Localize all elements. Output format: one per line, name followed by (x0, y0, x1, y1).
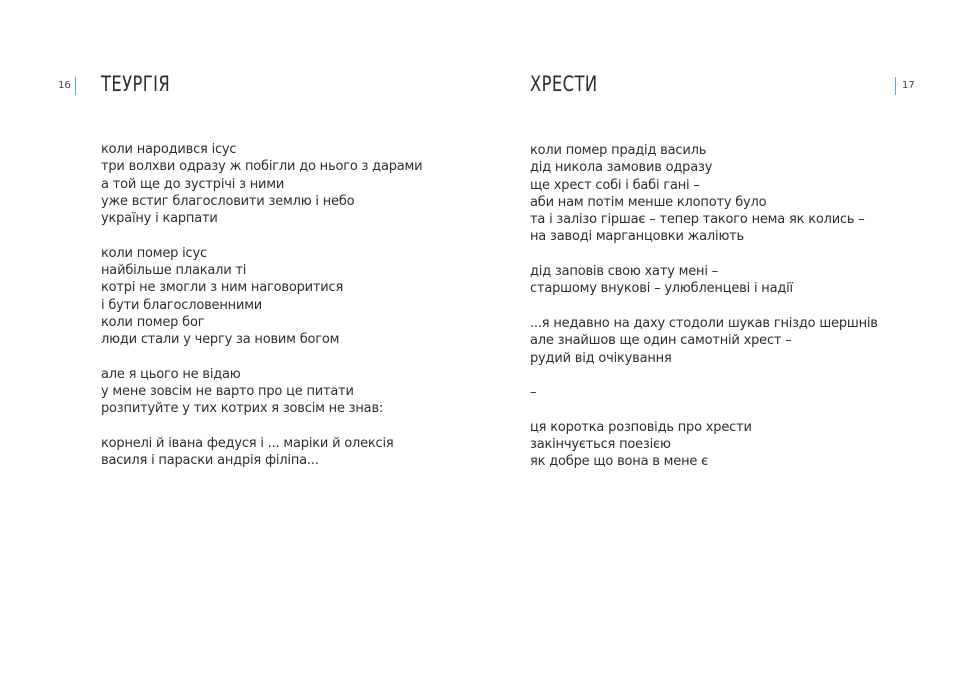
poem-line: дід заповів свою хату мені – (530, 264, 718, 280)
poem-line: аби нам потім менше клопоту було (530, 194, 767, 210)
poem-line: коли помер прадід василь (530, 143, 707, 158)
poem-line: дід никола замовив одразу (530, 160, 713, 176)
poem-title-right: ХРЕСТИ (530, 72, 598, 96)
poem-line: найбільше плакали ті (101, 263, 247, 279)
stanza (530, 263, 878, 298)
poem-line: три волхви одразу ж побігли до нього з дарами (101, 159, 423, 175)
stanza (101, 435, 422, 470)
stanza (101, 245, 422, 349)
poem-line: а той ще до зустрічі з ними (101, 176, 285, 192)
poem-line: розпитуйте у тих котрих я зовсім не знав: (101, 401, 384, 417)
poem-line: ...я недавно на даху стодоли шукав гніздо шершнів (530, 315, 878, 331)
stanza (101, 141, 422, 227)
poem-line: коли помер бог (101, 314, 205, 330)
poem-line: старшому внукові – улюбленцеві і надії (530, 281, 793, 297)
poem-line: люди стали у чергу за новим богом (101, 332, 340, 348)
stanza (530, 419, 878, 471)
poem-body-left (101, 141, 422, 470)
poem-line: але я цього не відаю (101, 366, 241, 382)
left-page (0, 0, 484, 681)
poem-line: у мене зовсім не варто про це питати (101, 384, 354, 400)
poem-line: та і залізо гіршає – тепер такого нема як колись – (530, 212, 865, 228)
poem-body-right (530, 142, 878, 471)
poem-line: рудий від очікування (530, 350, 672, 366)
poem-line: ця коротка розповідь про хрести (530, 419, 752, 435)
poem-line: як добре що вона в мене є (530, 454, 709, 470)
right-page (484, 0, 968, 681)
stanza (530, 142, 878, 246)
page-number-right: 17 (902, 80, 915, 91)
page-number-divider-right (895, 77, 896, 95)
stanza (101, 366, 422, 418)
poem-line: коли помер ісус (101, 245, 207, 261)
poem-line: ще хрест собі і бабі гані – (530, 177, 700, 193)
poem-line: коли народився ісус (101, 142, 237, 157)
page-number-left: 16 (58, 80, 71, 91)
page-number-divider-left (75, 77, 76, 95)
poem-line: василя і параски андрія філіпа... (101, 453, 319, 469)
poem-line: уже встиг благословити землю і небо (101, 193, 355, 209)
poem-title-left: ТЕУРГІЯ (101, 72, 171, 96)
poem-line: закінчується поезією (530, 437, 671, 453)
stanza (530, 384, 878, 401)
poem-line: – (530, 385, 537, 401)
poem-line: корнелі й івана федуся і ... маріки й олексія (101, 436, 394, 452)
poem-line: україну і карпати (101, 211, 218, 227)
poem-line: але знайшов ще один самотній хрест – (530, 333, 792, 349)
poem-line: і бути благословенними (101, 297, 263, 313)
poem-line: на заводі марганцовки жаліють (530, 229, 745, 245)
poem-line: котрі не змогли з ним наговоритися (101, 280, 344, 296)
stanza (530, 315, 878, 367)
